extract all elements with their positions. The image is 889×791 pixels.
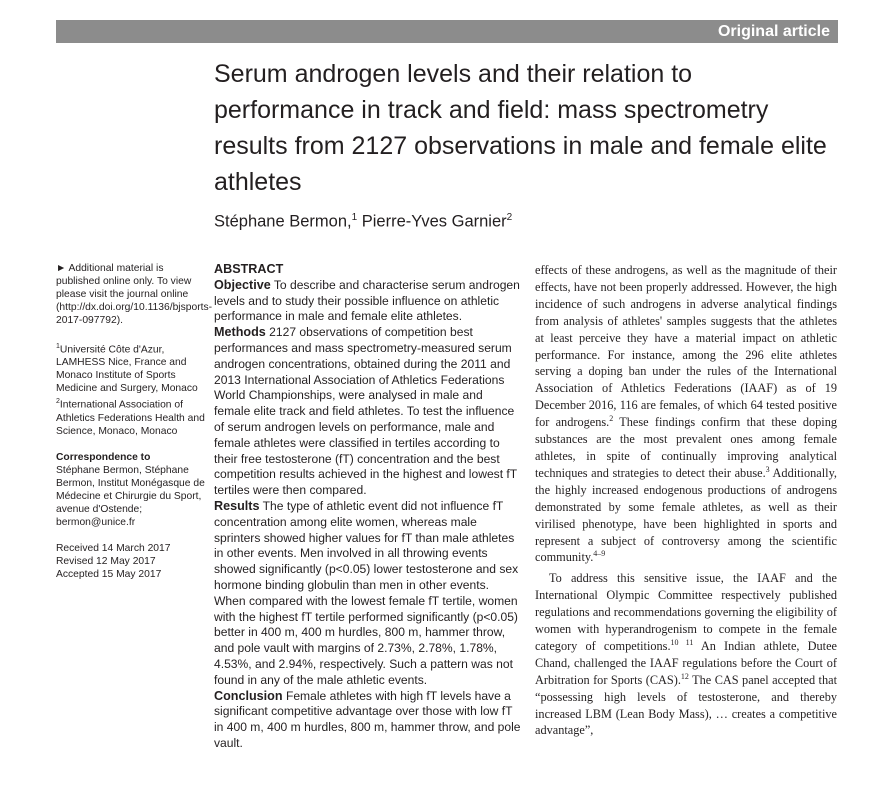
- section-text: The type of athletic event did not influence fT concentration among elite women, whereas male sprinters showed higher values for fT than male athletes in other events. Men involved in all throwing events showed significantly (p<0.05) lower testosterone and sex hormone binding globulin than men in other events. When compared with the lowest female fT tertile, women with the highest fT tertile performed significantly (p<0.05) better in 400 m, 400 m hurdles, 800 m, hammer throw, and pole vault with margins of 2.73%, 2.78%, 1.78%, 4.53%, and 2.94%, respectively. Such a pattern was not found in any of the male athletic events.: [214, 498, 519, 687]
- section-text: To describe and characterise serum androgen levels and to study their possible influence on athletic performance in male and female elite athletes.: [214, 277, 520, 324]
- abstract: [214, 262, 522, 752]
- body-paragraph: [535, 262, 837, 566]
- reference-link[interactable]: 3: [765, 464, 770, 474]
- affiliation-text: Université Côte d'Azur, LAMHESS Nice, France and Monaco Institute of Sports Medicine and Surgery, Monaco: [56, 344, 198, 395]
- affiliation-marker: 1: [56, 343, 60, 350]
- text-run: These findings confirm that these doping substances are the most prevalent ones among female athletes, in spite of continually improving analytical techniques and strategies to detect their abuse.: [535, 415, 837, 480]
- reference-link[interactable]: 2: [609, 414, 614, 424]
- abstract-results: [214, 499, 522, 689]
- reference-link[interactable]: 10 11: [670, 637, 694, 647]
- affiliation-marker: 1: [351, 212, 358, 223]
- text-run: effects of these androgens, as well as the magnitude of their effects, have not been properly addressed. However, the high incidence of such androgens in adverse analytical findings from analysis of athletes' samples suggests that the athletes at least perceive they have a material impact on athletic performance. For instance, among the 296 elite athletes serving a doping ban under the rules of the International Association of Athletics Federations (IAAF) as of 19 December 2016, 116 are females, of which 64 tested positive for androgens.: [535, 263, 837, 430]
- abstract-objective: [214, 278, 522, 325]
- affiliation-2: [56, 395, 208, 437]
- correspondence-text: Stéphane Bermon, Stéphane Bermon, Institut Monégasque de Médecine et Chirurgie du Sport, avenue d'Ostende; bermon@unice.fr: [56, 464, 205, 528]
- affiliation-1: [56, 340, 208, 395]
- correspondence-heading: Correspondence to: [56, 451, 151, 463]
- sidebar: [56, 262, 213, 581]
- affiliation-text: International Association of Athletics Federations Health and Science, Monaco, Monaco: [56, 399, 205, 437]
- section-text: Female athletes with high fT levels have a significant competitive advantage over those with low fT in 400 m, 400 m hurdles, 800 m, hammer throw, and pole vault.: [214, 688, 521, 750]
- text-run: To address this sensitive issue, the IAAF and the International Olympic Committee respectively published regulations and recommendations governing the eligibility of women with hyperandrogenism to compete in the female category of competitions.: [535, 571, 837, 653]
- affiliation-marker: 2: [506, 212, 513, 223]
- article-title: Serum androgen levels and their relation to performance in track and field: mass spectrometry results from 2127 observations in male and female elite athletes: [214, 60, 827, 196]
- section-label: Objective: [214, 277, 271, 292]
- author-name: Pierre-Yves Garnier: [361, 212, 507, 231]
- additional-material-note: ► Additional material is published online only. To view please visit the journal online (http://dx.doi.org/10.1136/bjsports-2017-097792).: [56, 263, 213, 326]
- author-list: [214, 212, 512, 232]
- reference-link[interactable]: 12: [680, 671, 689, 681]
- received-date: Received 14 March 2017: [56, 542, 171, 554]
- reference-link[interactable]: 4–9: [593, 549, 606, 559]
- body-text: [535, 262, 837, 739]
- article-type-banner: Original article: [56, 20, 838, 43]
- affiliation-marker: 2: [56, 398, 60, 406]
- text-run: The CAS panel accepted that “possessing high levels of testosterone, and thereby increased LBM (Lean Body Mass), … creates a competitive advantage”,: [535, 672, 837, 738]
- section-label: Methods: [214, 325, 266, 340]
- text-run: Additionally, the highly increased endogenous productions of androgens demonstrated by some female athletes, as well as their virilised phenotype, have been highlighted in sports and represent a subject of controversy among the scientific community.: [535, 465, 837, 565]
- abstract-conclusion: [214, 689, 522, 752]
- abstract-heading: ABSTRACT: [214, 262, 284, 276]
- section-label: Conclusion: [214, 688, 283, 703]
- abstract-methods: [214, 325, 522, 499]
- body-paragraph: [535, 570, 837, 739]
- section-text: 2127 observations of competition best performances and mass spectrometry-measured serum androgen concentrations, obtained during the 2011 and 2013 International Association of Athletics Federations World Championships, were analysed in male and female elite track and field athletes. To test the influence of serum androgen levels on performance, male and female athletes were classified in tertiles according to their free testosterone (fT) concentration and the best competition results achieved in the highest and lowest fT tertiles were then compared.: [214, 325, 517, 498]
- author-name: Stéphane Bermon,: [214, 212, 352, 231]
- accepted-date: Accepted 15 May 2017: [56, 568, 162, 580]
- section-label: Results: [214, 498, 260, 513]
- revised-date: Revised 12 May 2017: [56, 555, 156, 567]
- text-run: An Indian athlete, Dutee Chand, challenged the IAAF regulations before the Court of Arbitration for Sports (CAS).: [535, 638, 838, 687]
